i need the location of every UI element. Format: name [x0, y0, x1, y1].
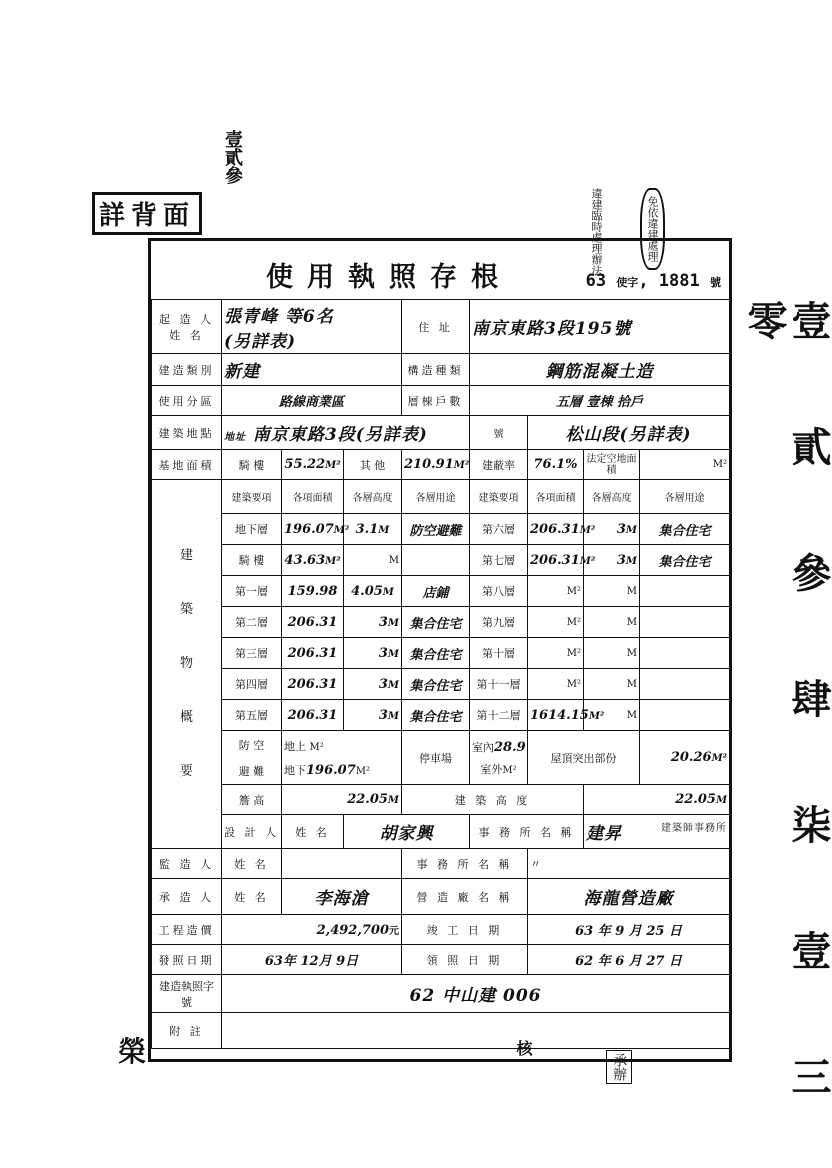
col-header-use-right: 各層用途: [640, 480, 730, 514]
designer-office: 建昇 建築師事務所: [584, 815, 730, 849]
supervisor-office: 〃: [528, 849, 730, 879]
open-area-value: M²: [640, 450, 730, 480]
table-row: 第二層 206.31 3M 集合住宅 第九層 M² M: [152, 607, 730, 638]
contractor-label: 承 造 人: [152, 879, 222, 915]
site-label: 建築地點: [152, 416, 222, 450]
license-form: [148, 238, 732, 1062]
detail-back-stamp: 詳背面: [92, 192, 202, 235]
bottom-note-left: 榮: [118, 1035, 147, 1068]
bottom-note-mid: 核: [514, 1040, 533, 1056]
cost-label: 工程造價: [152, 915, 222, 945]
receive-value: 62 年 6 月 27 日: [528, 945, 730, 975]
col-header-item-left: 建築要項: [222, 480, 282, 514]
address-label: 住 址: [402, 300, 470, 354]
lot-label: 號: [470, 416, 528, 450]
remarks-value: [222, 1013, 730, 1049]
contractor-name: 李海滄: [282, 879, 402, 915]
structure-label: 構造種類: [402, 354, 470, 386]
finish-label: 竣 工 日 期: [402, 915, 528, 945]
top-left-stamp: 壹貳參: [222, 130, 243, 184]
eaves-value: 22.05M: [282, 785, 402, 815]
col-header-area-left: 各項面積: [282, 480, 344, 514]
designer-name: 胡家興: [344, 815, 470, 849]
finish-value: 63 年 9 月 25 日: [528, 915, 730, 945]
shelter-values: 地上 M² 地下196.07M²: [282, 731, 402, 785]
other-label: 其 他: [344, 450, 402, 480]
other-value: 210.91M²: [402, 450, 470, 480]
col-header-height-left: 各層高度: [344, 480, 402, 514]
top-right-stamp-2: 免依違建處理: [640, 188, 665, 270]
table-row: 第五層 206.31 3M 集合住宅 第十二層 1614.15M² M: [152, 700, 730, 731]
building-height-label: 建 築 高 度: [402, 785, 584, 815]
designer-row: [152, 815, 730, 849]
table-row: 第三層 206.31 3M 集合住宅 第十層 M² M: [152, 638, 730, 669]
arcade-value: 55.22M²: [282, 450, 344, 480]
coverage-value: 76.1%: [528, 450, 584, 480]
col-header-area-right: 各項面積: [528, 480, 584, 514]
designer-label: 設 計 人: [222, 815, 282, 849]
zone-value: 路線商業區: [222, 386, 402, 416]
receive-label: 領 照 日 期: [402, 945, 528, 975]
cost-value: 2,492,700元: [222, 915, 402, 945]
form-title: 使用執照存根: [266, 262, 512, 293]
construction-permit-value: 62 中山建 006: [222, 975, 730, 1013]
build-type-label: 建造類別: [152, 354, 222, 386]
height-row: [152, 785, 730, 815]
shelter-row: [152, 731, 730, 785]
build-type-value: 新建: [222, 354, 402, 386]
eaves-label: 簷 高: [222, 785, 282, 815]
bottom-note-right: 承辦: [606, 1050, 632, 1084]
open-area-label: 法定空地面積: [584, 450, 640, 480]
site-value: 地址 南京東路3段(另詳表): [222, 416, 470, 450]
permit-number: 63 使字, 1881 號: [585, 271, 721, 291]
arcade-label: 騎 樓: [222, 450, 282, 480]
designer-name-label: 姓 名: [282, 815, 344, 849]
table-row: 第四層 206.31 3M 集合住宅 第十一層 M² M: [152, 669, 730, 700]
form-table: [151, 299, 730, 1049]
building-summary-label: 建 築 物 概 要: [152, 480, 222, 849]
table-row: 騎 樓 43.63M² M 第七層 206.31M² 3M 集合住宅: [152, 545, 730, 576]
construction-permit-label: 建造執照字號: [152, 975, 222, 1013]
building-height-value: 22.05M: [584, 785, 730, 815]
col-header-item-right: 建築要項: [470, 480, 528, 514]
table-row: 第一層 159.98 4.05M 店鋪 第八層 M² M: [152, 576, 730, 607]
side-handwriting: 壹 貳 參 肆 柒 壹 三 零: [741, 300, 832, 1132]
cost-row: [152, 915, 730, 945]
contractor-firm-label: 營 造 廠 名 稱: [402, 879, 528, 915]
title-row: [151, 241, 729, 299]
floors-value: 五層 壹棟 拾戶: [470, 386, 730, 416]
remarks-row: [152, 1013, 730, 1049]
issue-row: [152, 945, 730, 975]
contractor-firm: 海龍營造廠: [528, 879, 730, 915]
table-row: 地下層 196.07M² 3.1M 防空避難 第六層 206.31M² 3M 集合住宅: [152, 514, 730, 545]
top-right-stamp-1: 違建臨時處理辦法: [590, 188, 603, 276]
structure-value: 鋼筋混凝土造: [470, 354, 730, 386]
coverage-label: 建蔽率: [470, 450, 528, 480]
col-header-height-right: 各層高度: [584, 480, 640, 514]
designer-office-label: 事 務 所 名 稱: [470, 815, 584, 849]
col-header-use-left: 各層用途: [402, 480, 470, 514]
construction-permit-row: [152, 975, 730, 1013]
roof-value: 20.26M²: [640, 731, 730, 785]
supervisor-name-label: 姓 名: [222, 849, 282, 879]
supervisor-office-label: 事 務 所 名 稱: [402, 849, 528, 879]
parking-values: 室內28.9 室外M²: [470, 731, 528, 785]
issue-value: 63年 12月 9日: [222, 945, 402, 975]
zone-label: 使用分區: [152, 386, 222, 416]
roof-label: 屋頂突出部份: [528, 731, 640, 785]
builder-label: 起 造 人 姓 名: [152, 300, 222, 354]
remarks-label: 附 註: [152, 1013, 222, 1049]
address-value: 南京東路3段195號: [470, 300, 730, 354]
contractor-name-label: 姓 名: [222, 879, 282, 915]
supervisor-label: 監 造 人: [152, 849, 222, 879]
builder-value: 張青峰 等6名 (另詳表): [222, 300, 402, 354]
contractor-row: [152, 879, 730, 915]
supervisor-row: [152, 849, 730, 879]
area-label: 基地面積: [152, 450, 222, 480]
floors-label: 層棟戶數: [402, 386, 470, 416]
lot-value: 松山段(另詳表): [528, 416, 730, 450]
shelter-label: 防 空 避 難: [222, 731, 282, 785]
parking-label: 停車場: [402, 731, 470, 785]
supervisor-name: [282, 849, 402, 879]
issue-label: 發照日期: [152, 945, 222, 975]
